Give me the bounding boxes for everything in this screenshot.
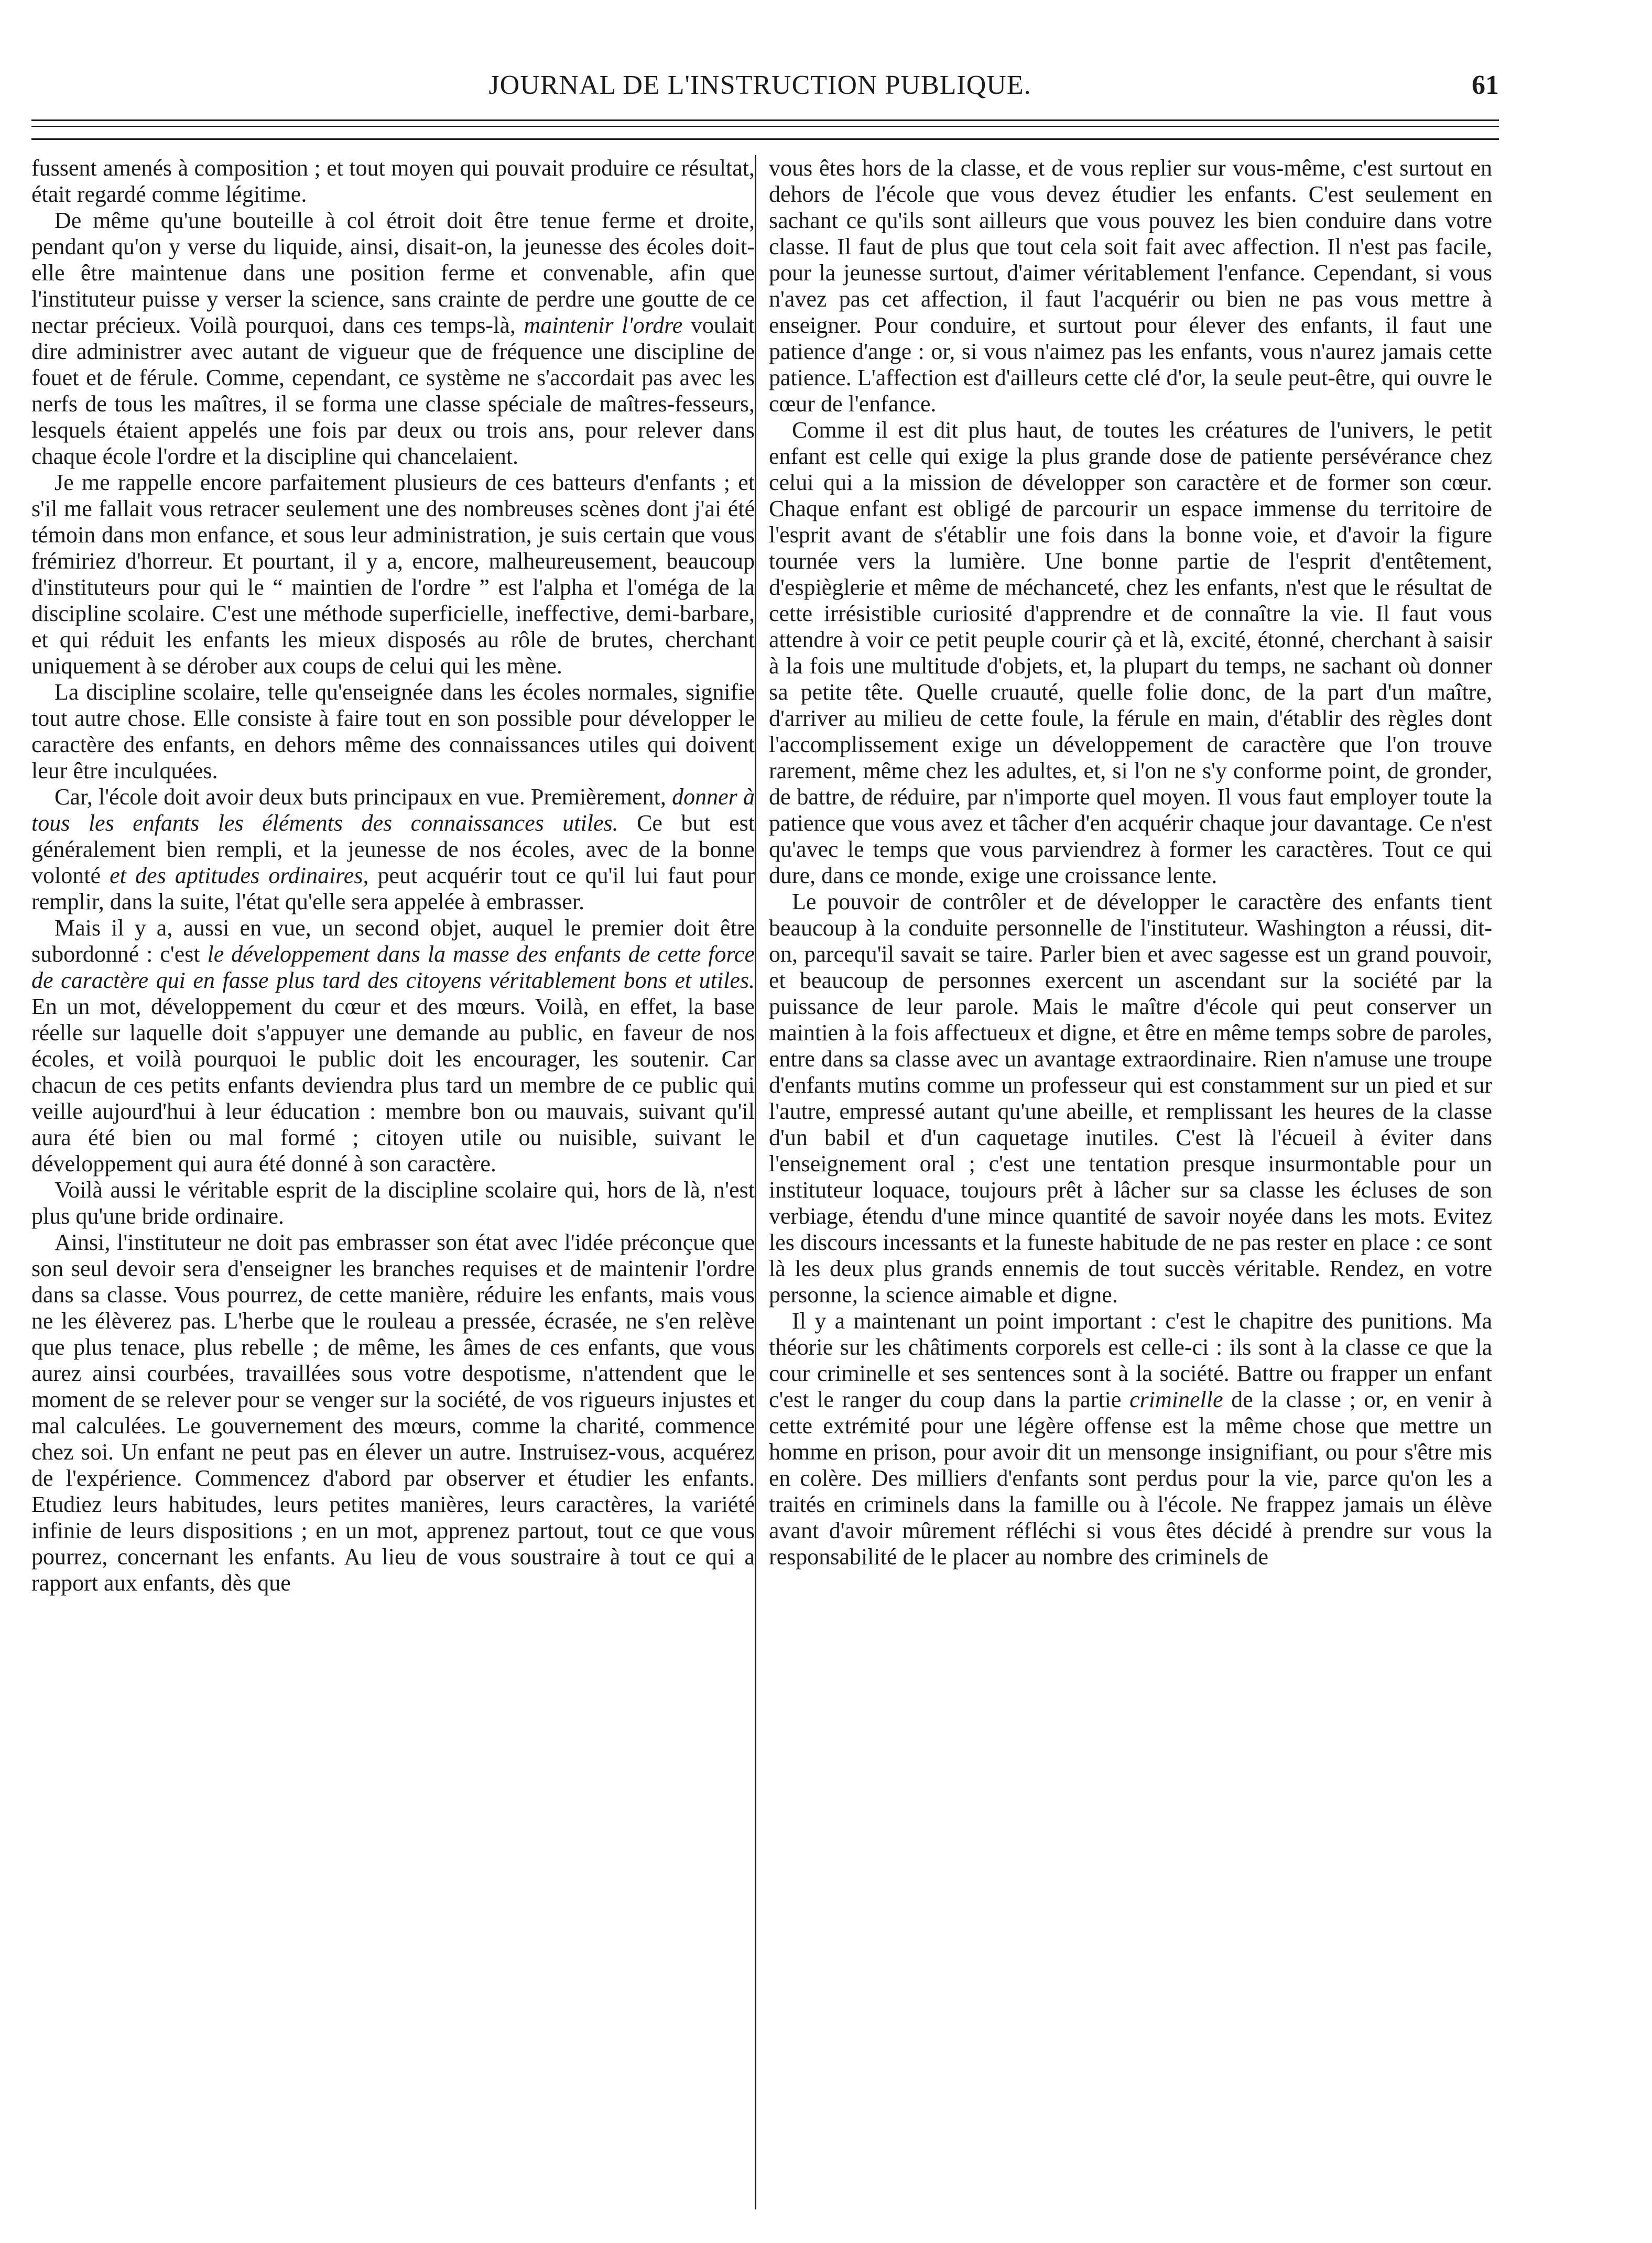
italic-phrase: maintenir l'ordre: [524, 312, 683, 338]
header-rule: [31, 119, 1499, 121]
italic-phrase: donner à tous les enfants les éléments des connaissances utiles.: [31, 784, 755, 836]
paragraph: La discipline scolaire, telle qu'enseignée dans les écoles normales, signifie tout autre chose. Elle consiste à faire tout en son possible pour développer le caractère des enfants, en dehors même des connaissances utiles qui doivent leur être inculquées.: [31, 679, 755, 783]
paragraph: Ainsi, l'instituteur ne doit pas embrasser son état avec l'idée préconçue que son seul devoir sera d'enseigner les branches requises et de maintenir l'ordre dans sa classe. Vous pourrez, de cette manière, réduire les enfants, mais vous ne les élèverez pas. L'herbe que le rouleau a pressée, écrasée, ne s'en relève que plus tenace, plus rebelle ; de même, les âmes de ces enfants, que vous aurez ainsi courbées, travaillées sous votre despotisme, n'attendent que le moment de se relever pour se venger sur la société, de vos rigueurs injustes et mal calculées. Le gouvernement des mœurs, comme la charité, commence chez soi. Un enfant ne peut pas en élever un autre. Instruisez-vous, acquérez de l'expérience. Commencez d'abord par observer et étudier les enfants. Etudiez leurs habitudes, leurs petites manières, leurs caractères, la variété infinie de leurs dispositions ; en un mot, apprenez partout, tout ce que vous pourrez, concernant les enfants. Au lieu de vous soustraire à tout ce qui a rapport aux enfants, dès que: [31, 1229, 755, 1596]
paragraph-text: De même qu'une bouteille à col étroit doit être tenue ferme et droite, pendant qu'on y verse du liquide, ainsi, disait-on, la jeunesse des écoles doit-elle être maintenue dans une position ferme et convenable, afin que l'instituteur puisse y verser la science, sans crainte de perdre une goutte de ce nectar précieux. Voilà pourquoi, dans ces temps-là,: [31, 208, 755, 338]
paragraph: [31, 784, 755, 915]
paragraph: Comme il est dit plus haut, de toutes les créatures de l'univers, le petit enfant est celle qui exige la plus grande dose de patiente persévérance chez celui qui a la mission de développer son caractère et de former son cœur. Chaque enfant est obligé de parcourir un espace immense du territoire de l'esprit avant de s'établir une fois dans la bonne voie, et d'avoir la figure tournée vers la lumière. Une bonne partie de l'esprit d'entêtement, d'espièglerie et même de méchanceté, chez les enfants, n'est que le résultat de cette irrésistible curiosité d'apprendre et de connaître la vie. Il faut vous attendre à voir ce petit peuple courir çà et là, excité, étonné, cherchant à saisir à la fois une multitude d'objets, et, la plupart du temps, ne sachant où donner sa petite tête. Quelle cruauté, quelle folie donc, de la part d'un maître, d'arriver au milieu de cette foule, la férule en main, d'établir des règles dont l'accomplissement exige un développement de caractère que l'on trouve rarement, même chez les adultes, et, si l'on ne s'y conforme point, de gronder, de battre, de réduire, par n'importe quel moyen. Il vous faut employer toute la patience que vous avez et tâcher d'en acquérir chaque jour davantage. Ce n'est qu'avec le temps que vous parviendrez à former les caractères. Tout ce qui dure, dans ce monde, exige une croissance lente.: [769, 417, 1492, 888]
page-header: [31, 66, 1499, 113]
italic-phrase: criminelle: [1129, 1387, 1223, 1412]
paragraph-text: de la classe ; or, en venir à cette extrémité pour une légère offense est la même chose que mettre un homme en prison, pour avoir dit un mensonge insignifiant, ou pour s'être mis en colère. Des milliers d'enfants sont perdus pour la vie, parce qu'on les a traités en criminels dans la famille ou à l'école. Ne frappez jamais un élève avant d'avoir mûrement réfléchi si vous êtes décidé à prendre sur vous la responsabilité de le placer au nombre des criminels de: [769, 1387, 1493, 1570]
paragraph-text: Mais il y a, aussi en vue, un second objet, auquel le premier doit être subordonné : c'est: [31, 915, 755, 967]
journal-title: JOURNAL DE L'INSTRUCTION PUBLIQUE.: [488, 70, 1031, 100]
right-column: [769, 155, 1492, 2199]
paragraph: [31, 208, 755, 470]
paragraph-text: En un mot, développement du cœur et des mœurs. Voilà, en effet, la base réelle sur laquelle doit s'appuyer une demande au public, en faveur de nos écoles, et voilà pourquoi le public doit les encourager, les soutenir. Car chacun de ces petits enfants deviendra plus tard un membre de ce public qui veille aujourd'hui à leur éducation : membre bon ou mauvais, suivant qu'il aura été bien ou mal formé ; citoyen utile ou nuisible, suivant le développement qui aura été donné à son caractère.: [31, 994, 755, 1177]
header-rule: [31, 138, 1499, 140]
paragraph-text: Ce but est généralement bien rempli, et la jeunesse de nos écoles, avec de la bonne volonté: [31, 810, 755, 888]
paragraph: Je me rappelle encore parfaitement plusieurs de ces batteurs d'enfants ; et s'il me fallait vous retracer seulement une des nombreuses scènes dont j'ai été témoin dans mon enfance, et sous leur administration, je suis certain que vous frémiriez d'horreur. Et pourtant, il y a, encore, malheureusement, beaucoup d'instituteurs pour qui le “ maintien de l'ordre ” est l'alpha et l'oméga de la discipline scolaire. C'est une méthode superficielle, ineffective, demi-barbare, et qui réduit les enfants les mieux disposés au rôle de brutes, cherchant uniquement à se dérober aux coups de celui qui les mène.: [31, 470, 755, 679]
paragraph: Voilà aussi le véritable esprit de la discipline scolaire qui, hors de là, n'est plus qu'une bride ordinaire.: [31, 1177, 755, 1229]
paragraph: [769, 1308, 1492, 1570]
page-number: 61: [1472, 70, 1499, 100]
italic-phrase: le développement dans la masse des enfants de cette force de caractère qui en fasse plus tard des citoyens véritablement bons et utiles.: [31, 941, 755, 993]
paragraph-text: Car, l'école doit avoir deux buts principaux en vue. Premièrement,: [55, 784, 672, 810]
column-divider: [755, 155, 756, 2209]
paragraph-text: voulait dire administrer avec autant de vigueur que de fréquence une discipline de fouet et de férule. Comme, cependant, ce système ne s'accordait pas avec les nerfs de tous les maîtres, il se forma une classe spéciale de maîtres-fesseurs, lesquels étaient appelés une fois par deux ou trois ans, pour relever dans chaque école l'ordre et la discipline qui chancelaient.: [31, 312, 755, 469]
paragraph: [31, 915, 755, 1177]
left-column: [31, 155, 755, 2199]
italic-phrase: et des aptitudes ordinaires,: [110, 863, 369, 888]
header-rule: [31, 126, 1499, 127]
paragraph-text: peut acquérir tout ce qu'il lui faut pour remplir, dans la suite, l'état qu'elle sera appelée à embrasser.: [31, 863, 755, 914]
paragraph: fussent amenés à composition ; et tout moyen qui pouvait produire ce résultat, était regardé comme légitime.: [31, 155, 755, 207]
paragraph-text: Il y a maintenant un point important : c'est le chapitre des punitions. Ma théorie sur les châtiments corporels est celle-ci : ils sont à la classe ce que la cour criminelle et ses sentences sont à la société. Battre ou frapper un enfant c'est le ranger du coup dans la partie: [769, 1308, 1492, 1412]
paragraph: vous êtes hors de la classe, et de vous replier sur vous-même, c'est surtout en dehors de l'école que vous devez étudier les enfants. C'est seulement en sachant ce qu'ils sont ailleurs que vous pouvez les bien conduire dans votre classe. Il faut de plus que tout cela soit fait avec affection. Il n'est pas facile, pour la jeunesse surtout, d'aimer véritablement l'enfance. Cependant, si vous n'avez pas cet affection, il faut l'acquérir ou bien ne pas vous mettre à enseigner. Pour conduire, et surtout pour élever des enfants, il faut une patience d'ange : or, si vous n'aimez pas les enfants, vous n'aurez jamais cette patience. L'affection est d'ailleurs cette clé d'or, la seule peut-être, qui ouvre le cœur de l'enfance.: [769, 155, 1492, 417]
paragraph: Le pouvoir de contrôler et de développer le caractère des enfants tient beaucoup à la conduite personnelle de l'instituteur. Washington a réussi, dit-on, parcequ'il savait se taire. Parler bien et avec sagesse est un grand pouvoir, et beaucoup de personnes exercent un ascendant sur la société par la puissance de leur parole. Mais le maître d'école qui peut conserver un maintien à la fois affectueux et digne, et être en même temps sobre de paroles, entre dans sa classe avec un avantage extraordinaire. Rien n'amuse une troupe d'enfants mutins comme un professeur qui est constamment sur un pied et sur l'autre, empressé autant qu'une abeille, et remplissant les heures de la classe d'un babil et d'un caquetage inutiles. C'est là l'écueil à éviter dans l'enseignement oral ; c'est une tentation presque insurmontable pour un instituteur loquace, toujours prêt à lâcher sur sa classe les écluses de son verbiage, étendu d'une mince quantité de savoir noyée dans les mots. Evitez les discours incessants et la funeste habitude de ne pas rester en place : ce sont là les deux plus grands ennemis de tout succès véritable. Rendez, en votre personne, la science aimable et digne.: [769, 889, 1492, 1308]
